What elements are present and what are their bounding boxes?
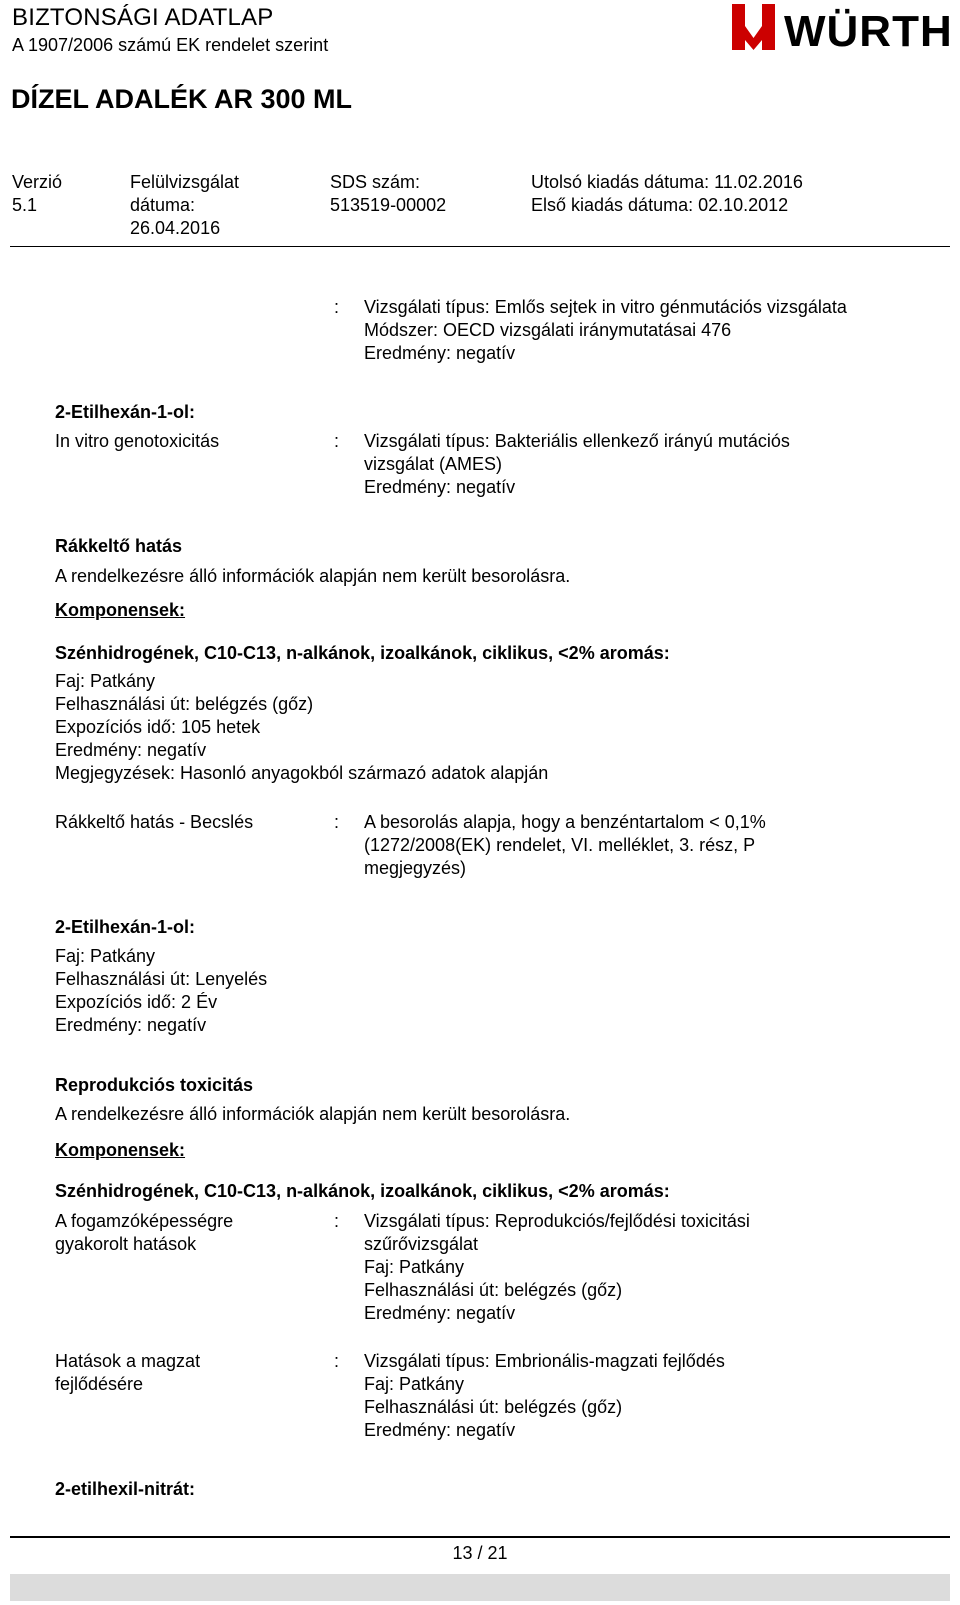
genotox-line: vizsgálat (AMES) bbox=[364, 454, 503, 474]
document-title: BIZTONSÁGI ADATLAP bbox=[12, 4, 274, 31]
page-number: 13 / 21 bbox=[452, 1543, 508, 1563]
estimate-line: megjegyzés) bbox=[364, 858, 467, 878]
section-heading-etilhexanol: 2-Etilhexán-1-ol: bbox=[55, 402, 196, 422]
section-heading-nitrate: 2-etilhexil-nitrát: bbox=[55, 1479, 196, 1499]
section-heading-etilhexanol-2: 2-Etilhexán-1-ol: bbox=[55, 917, 196, 937]
revision-label-line1: Felülvizsgálat bbox=[130, 172, 240, 192]
footer-divider bbox=[10, 1536, 950, 1538]
carcinogenicity-text: A rendelkezésre álló információk alapján nem került besorolásra. bbox=[55, 566, 571, 586]
revision-label-line2: dátuma: bbox=[130, 195, 196, 215]
wurth-logo bbox=[732, 4, 957, 54]
header-divider bbox=[10, 246, 950, 247]
carcinogenicity-line: Felhasználási út: belégzés (gőz) bbox=[55, 694, 314, 714]
block1-line: Vizsgálati típus: Emlős sejtek in vitro génmutációs vizsgálata bbox=[364, 297, 847, 317]
carcinogenicity-line: Megjegyzések: Hasonló anyagokból származó adatok alapján bbox=[55, 763, 549, 783]
fertility-line: Vizsgálati típus: Reprodukciós/fejlődési toxicitási bbox=[364, 1211, 750, 1231]
components-label: Komponensek: bbox=[55, 600, 186, 620]
footer-bar bbox=[10, 1574, 950, 1601]
fertility-line: szűrővizsgálat bbox=[364, 1234, 479, 1254]
last-issue-date: Utolsó kiadás dátuma: 11.02.2016 bbox=[531, 172, 803, 192]
fetal-colon: : bbox=[334, 1351, 340, 1371]
fertility-colon: : bbox=[334, 1211, 340, 1231]
substance-heading-2: Szénhidrogének, C10-C13, n-alkánok, izoalkánok, ciklikus, <2% aromás: bbox=[55, 1181, 670, 1201]
revision-date: 26.04.2016 bbox=[130, 218, 221, 238]
reproductive-text: A rendelkezésre álló információk alapján nem került besorolásra. bbox=[55, 1104, 571, 1124]
genotox-colon: : bbox=[334, 431, 340, 451]
sds-number: 513519-00002 bbox=[330, 195, 447, 215]
fertility-line: Eredmény: negatív bbox=[364, 1303, 516, 1323]
substance-heading: Szénhidrogének, C10-C13, n-alkánok, izoalkánok, ciklikus, <2% aromás: bbox=[55, 643, 670, 663]
block1-colon: : bbox=[334, 297, 340, 317]
genotox-line: Eredmény: negatív bbox=[364, 477, 516, 497]
estimate-line: (1272/2008(EK) rendelet, VI. melléklet, 3. rész, P bbox=[364, 835, 756, 855]
estimate-line: A besorolás alapja, hogy a benzéntartalom < 0,1% bbox=[364, 812, 766, 832]
product-name: DÍZEL ADALÉK AR 300 ML bbox=[11, 84, 353, 114]
fertility-label: gyakorolt hatások bbox=[55, 1234, 197, 1254]
wurth-logo-text: WÜRTH bbox=[784, 7, 953, 54]
etilhexanol-2-line: Eredmény: negatív bbox=[55, 1015, 207, 1035]
estimate-label: Rákkeltő hatás - Becslés bbox=[55, 812, 254, 832]
etilhexanol-2-line: Expozíciós idő: 2 Év bbox=[55, 992, 218, 1012]
fetal-line: Felhasználási út: belégzés (gőz) bbox=[364, 1397, 623, 1417]
fetal-label: Hatások a magzat bbox=[55, 1351, 201, 1371]
estimate-colon: : bbox=[334, 812, 340, 832]
carcinogenicity-line: Faj: Patkány bbox=[55, 671, 156, 691]
block1-line: Módszer: OECD vizsgálati iránymutatásai 476 bbox=[364, 320, 732, 340]
etilhexanol-2-line: Felhasználási út: Lenyelés bbox=[55, 969, 268, 989]
fetal-line: Vizsgálati típus: Embrionális-magzati fejlődés bbox=[364, 1351, 725, 1371]
genotox-line: Vizsgálati típus: Bakteriális ellenkező irányú mutációs bbox=[364, 431, 790, 451]
fertility-label: A fogamzóképességre bbox=[55, 1211, 234, 1231]
fetal-line: Faj: Patkány bbox=[364, 1374, 465, 1394]
components-label-2: Komponensek: bbox=[55, 1140, 186, 1160]
carcinogenicity-line: Expozíciós idő: 105 hetek bbox=[55, 717, 261, 737]
etilhexanol-2-line: Faj: Patkány bbox=[55, 946, 156, 966]
wurth-logo-mark-icon bbox=[732, 4, 775, 50]
first-issue-date: Első kiadás dátuma: 02.10.2012 bbox=[531, 195, 789, 215]
block1-line: Eredmény: negatív bbox=[364, 343, 516, 363]
section-heading-reproductive: Reprodukciós toxicitás bbox=[55, 1075, 254, 1095]
fetal-line: Eredmény: negatív bbox=[364, 1420, 516, 1440]
sds-label: SDS szám: bbox=[330, 172, 421, 192]
carcinogenicity-line: Eredmény: negatív bbox=[55, 740, 207, 760]
section-heading-carcinogenicity: Rákkeltő hatás bbox=[55, 536, 183, 556]
fertility-line: Faj: Patkány bbox=[364, 1257, 465, 1277]
regulation-subtitle: A 1907/2006 számú EK rendelet szerint bbox=[12, 35, 329, 55]
version-label: Verzió bbox=[12, 172, 63, 192]
fertility-line: Felhasználási út: belégzés (gőz) bbox=[364, 1280, 623, 1300]
version-value: 5.1 bbox=[12, 195, 38, 215]
fetal-label: fejlődésére bbox=[55, 1374, 144, 1394]
genotox-label: In vitro genotoxicitás bbox=[55, 431, 220, 451]
